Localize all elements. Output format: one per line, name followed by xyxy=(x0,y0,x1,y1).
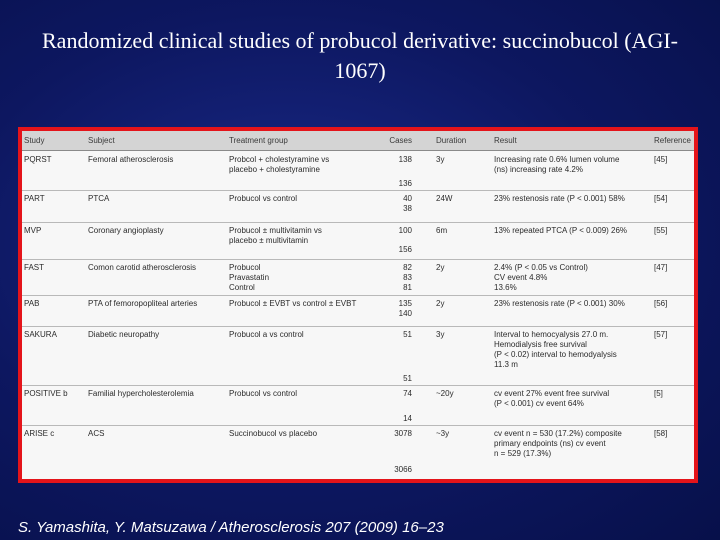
table-cell-duration: 2y xyxy=(436,299,445,308)
table-cell-reference: [54] xyxy=(654,194,668,203)
table-cell-subject: Femoral atherosclerosis xyxy=(88,155,174,164)
table-cell-subject: Coronary angioplasty xyxy=(88,226,164,235)
table-cell-treatment: Probcol + cholestyramine vs placebo + cholestyramine xyxy=(229,155,330,174)
table-cell-reference: [47] xyxy=(654,263,668,272)
table-cell-subject: Familial hypercholesterolemia xyxy=(88,389,194,398)
studies-table xyxy=(22,131,694,479)
table-cell-subject: PTCA xyxy=(88,194,110,203)
header-result: Result xyxy=(494,136,517,145)
table-cell-result: cv event 27% event free survival (P < 0.001) cv event 64% xyxy=(494,389,610,408)
table-cell-cases: 82 83 81 xyxy=(403,263,412,292)
table-cell-study: PQRST xyxy=(24,155,52,164)
table-image-frame xyxy=(18,127,698,483)
table-cell-treatment: Probucol ± multivitamin vs placebo ± multivitamin xyxy=(229,226,322,245)
table-cell-cases: 100 xyxy=(398,226,412,235)
table-cell-reference: [58] xyxy=(654,429,668,438)
table-cell-cases: 74 xyxy=(403,389,412,398)
row-divider xyxy=(22,190,694,191)
table-cell-reference: [57] xyxy=(654,330,668,339)
table-cell-duration: 6m xyxy=(436,226,448,235)
table-cell-treatment: Probucol Pravastatin Control xyxy=(229,263,270,292)
header-treatment: Treatment group xyxy=(229,136,288,145)
slide-title: Randomized clinical studies of probucol derivative: succinobucol (AGI-1067) xyxy=(42,28,678,83)
citation: S. Yamashita, Y. Matsuzawa / Atherosclerosis 207 (2009) 16–23 xyxy=(18,519,444,536)
table-cell-result: 2.4% (P < 0.05 vs Control) CV event 4.8% 13.6% xyxy=(494,263,588,292)
table-cell-reference: [56] xyxy=(654,299,668,308)
table-cell-cases: 51 xyxy=(403,330,412,339)
table-cell-cases-extra: 136 xyxy=(398,179,412,188)
table-cell-treatment: Probucol vs control xyxy=(229,389,298,398)
table-cell-duration: ~3y xyxy=(436,429,450,438)
table-cell-subject: Comon carotid atherosclerosis xyxy=(88,263,197,272)
table-cell-cases: 135 140 xyxy=(398,299,412,318)
table-cell-result: Increasing rate 0.6% lumen volume (ns) increasing rate 4.2% xyxy=(494,155,620,174)
header-reference: Reference xyxy=(654,136,691,145)
table-cell-reference: [45] xyxy=(654,155,668,164)
header-cases: Cases xyxy=(389,136,412,145)
table-cell-duration: ~20y xyxy=(436,389,454,398)
table-cell-result: cv event n = 530 (17.2%) composite primary endpoints (ns) cv event n = 529 (17.3%) xyxy=(494,429,622,458)
row-divider xyxy=(22,385,694,386)
table-cell-result: 23% restenosis rate (P < 0.001) 30% xyxy=(494,299,625,308)
row-divider xyxy=(22,295,694,296)
row-divider xyxy=(22,259,694,260)
table-cell-duration: 24W xyxy=(436,194,453,203)
table-cell-subject: Diabetic neuropathy xyxy=(88,330,160,339)
table-cell-treatment: Succinobucol vs placebo xyxy=(229,429,318,438)
table-cell-treatment: Probucol a vs control xyxy=(229,330,304,339)
table-cell-study: ARISE c xyxy=(24,429,55,438)
table-cell-cases: 40 38 xyxy=(403,194,412,213)
row-divider xyxy=(22,326,694,327)
table-cell-cases: 138 xyxy=(398,155,412,164)
table-cell-duration: 3y xyxy=(436,330,445,339)
table-cell-study: FAST xyxy=(24,263,45,272)
table-cell-study: MVP xyxy=(24,226,42,235)
table-cell-duration: 3y xyxy=(436,155,445,164)
table-cell-study: POSITIVE b xyxy=(24,389,68,398)
table-cell-cases-extra: 156 xyxy=(398,245,412,254)
table-cell-treatment: Probucol vs control xyxy=(229,194,298,203)
table-cell-result: Interval to hemocyalysis 27.0 m. Hemodialysis free survival (P < 0.02) interval to hemodyalysis 11.3 m xyxy=(494,330,617,369)
row-divider xyxy=(22,222,694,223)
header-study: Study xyxy=(24,136,45,145)
table-cell-result: 23% restenosis rate (P < 0.001) 58% xyxy=(494,194,625,203)
table-cell-treatment: Probucol ± EVBT vs control ± EVBT xyxy=(229,299,357,308)
table-cell-duration: 2y xyxy=(436,263,445,272)
table-cell-cases-extra: 3066 xyxy=(394,465,412,474)
table-cell-result: 13% repeated PTCA (P < 0.009) 26% xyxy=(494,226,628,235)
header-subject: Subject xyxy=(88,136,115,145)
table-cell-cases: 3078 xyxy=(394,429,412,438)
table-cell-study: PART xyxy=(24,194,45,203)
table-header-row xyxy=(22,131,694,151)
table-cell-subject: PTA of femoropopliteal arteries xyxy=(88,299,198,308)
table-cell-reference: [55] xyxy=(654,226,668,235)
header-duration: Duration xyxy=(436,136,467,145)
table-cell-cases-extra: 14 xyxy=(403,414,412,423)
table-cell-study: SAKURA xyxy=(24,330,57,339)
table-cell-study: PAB xyxy=(24,299,40,308)
table-cell-cases-extra: 51 xyxy=(403,374,412,383)
row-divider xyxy=(22,425,694,426)
table-cell-reference: [5] xyxy=(654,389,663,398)
table-cell-subject: ACS xyxy=(88,429,105,438)
